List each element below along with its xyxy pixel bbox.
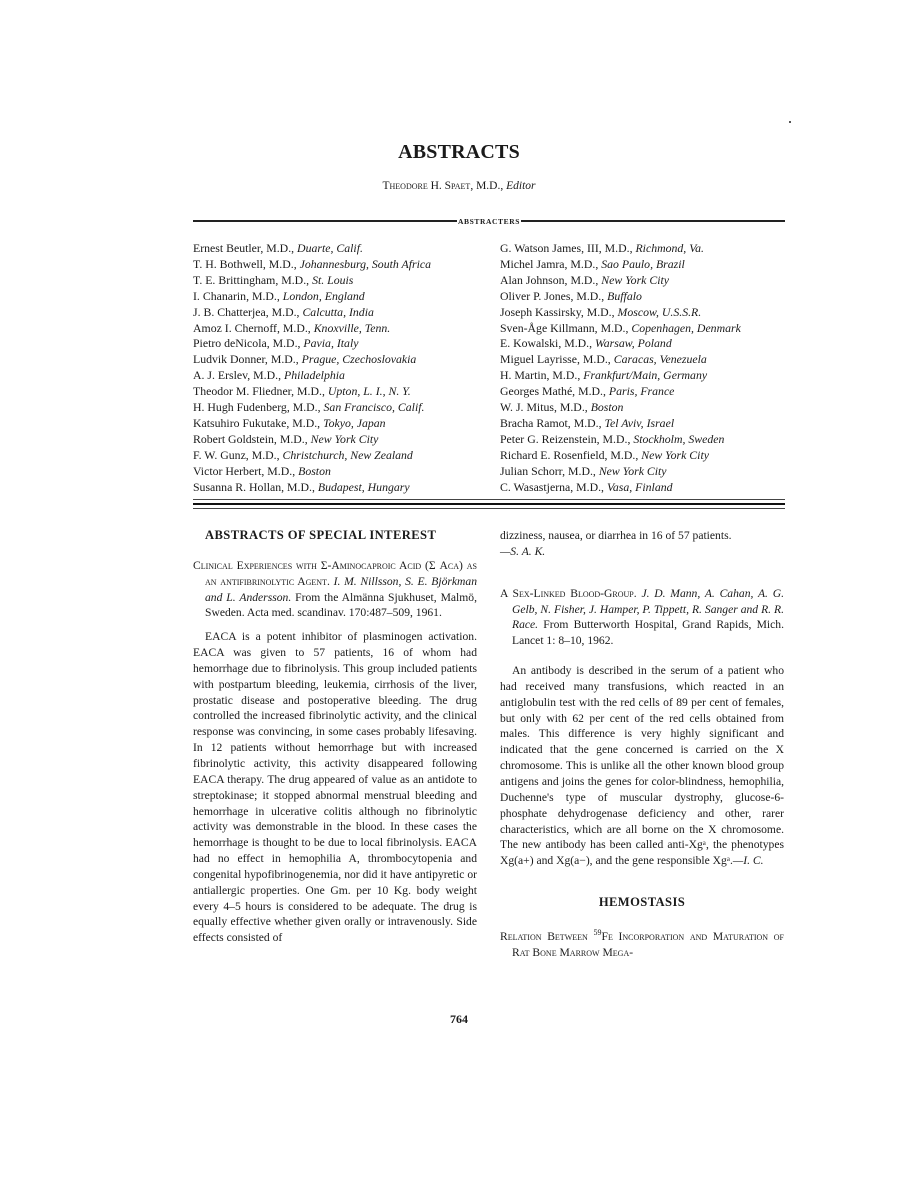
abstracter-entry <box>500 352 800 368</box>
abstracter-name: C. Wasastjerna, M.D., <box>500 479 607 494</box>
abstracter-entry <box>193 241 493 257</box>
abstracter-name: H. Hugh Fudenberg, M.D., <box>193 400 324 415</box>
abstracter-entry <box>500 480 800 496</box>
abstracter-name: F. W. Gunz, M.D., <box>193 447 283 462</box>
abstracter-name: Katsuhiro Fukutake, M.D., <box>193 415 324 430</box>
article-title: Clinical Experiences with Σ-Aminocaproic Acid (Σ Aca) as an antifibrinolytic Agent. <box>193 558 477 588</box>
abstracter-place: Pavia, Italy <box>303 336 359 351</box>
abstracters-rule <box>193 214 785 228</box>
abstracter-entry <box>500 464 800 480</box>
editor-degree: , M.D., <box>470 180 507 192</box>
abstracter-name: Miguel Layrisse, M.D., <box>500 352 614 367</box>
abstracter-place: New York City <box>641 447 709 462</box>
abstracter-name: Ernest Beutler, M.D., <box>193 241 298 255</box>
abstracter-entry <box>193 464 493 480</box>
article-authors: J. D. Mann, A. Cahan, A. G. Gelb, N. Fisher, J. Hamper, P. Tippett, R. Sanger and R. R. Race. <box>512 586 784 632</box>
abstracter-entry <box>193 289 493 305</box>
abstracter-entry <box>500 432 800 448</box>
abstracter-entry <box>193 336 493 352</box>
abstracter-place: Stockholm, Sweden <box>633 431 725 446</box>
abstracter-entry <box>193 321 493 337</box>
abstracter-name: Alan Johnson, M.D., <box>500 272 602 287</box>
abstracter-entry <box>193 257 493 273</box>
abstracter-name: Peter G. Reizenstein, M.D., <box>500 431 634 446</box>
abstracter-name: Joseph Kassirsky, M.D., <box>500 304 618 319</box>
article-source: From the Almänna Sjukhuset, Malmö, Sweden. Acta med. scandinav. 170:487–509, 1961. <box>205 590 477 620</box>
abstracter-name: E. Kowalski, M.D., <box>500 336 596 351</box>
right-text-column <box>500 528 784 960</box>
divider-line <box>193 503 785 505</box>
article-body: EACA is a potent inhibitor of plasminogen activation. EACA was given to 57 patients, 16 of whom had hemorrhage due to fibrinolysis. This group included patients with postpartum bleeding, leukemia, cirrhosis of the liver, prostatic disease and postoperative bleeding. The drug controlled the increased fibrinolytic activity, and the clinical response was convincing, in some cases probably lifesaving. In 12 patients without hemorrhage but with increased fibrinolytic activity, this activity disappeared following EACA therapy. The drug appeared of value as an antidote to streptokinase; it stopped abnormal menstrual bleeding and hemorrhage in ulcerative colitis although no fibrinolytic activity was demonstrable in the blood. In these cases the hemorrhage is thought to be due to local fibrinolysis. EACA had no effect in hemophilia A, thrombocytopenia and congenital hypofibrinogenemia, nor did it have antipyretic or antiallergic properties. One Gm. per 10 Kg. body weight every 4–5 hours is considered to be adequate. The drug is equally effective whether given orally or intravenously. Side effects consisted of <box>193 630 477 945</box>
abstracter-place: Paris, France <box>608 384 675 399</box>
abstracter-entry <box>500 448 800 464</box>
page-number: 764 <box>450 1012 468 1026</box>
abstracter-entry <box>500 257 800 273</box>
abstracter-place: London, England <box>282 288 365 303</box>
abstracter-name: Robert Goldstein, M.D., <box>193 431 311 446</box>
abstracter-place: Frankfurt/Main, Germany <box>583 368 708 383</box>
abstracter-name: Sven-Åge Killmann, M.D., <box>500 320 632 335</box>
abstracter-name: A. J. Erslev, M.D., <box>193 368 284 383</box>
abstracter-entry <box>193 400 493 416</box>
abstracter-entry <box>500 416 800 432</box>
section-heading-special-interest: ABSTRACTS OF SPECIAL INTEREST <box>205 528 437 542</box>
abstracter-place: Duarte, Calif. <box>297 241 363 255</box>
abstracter-place: Philadelphia <box>283 368 345 383</box>
article-body-continuation: dizziness, nausea, or diarrhea in 16 of 57 patients. <box>500 529 732 542</box>
editor-role: Editor <box>506 180 536 192</box>
editor-line <box>0 180 918 192</box>
abstracter-name: Amoz I. Chernoff, M.D., <box>193 320 314 335</box>
article-authors: I. M. Nillsson, S. E. Björkman and L. Andersson. <box>205 574 477 604</box>
abstracters-list-left <box>193 241 493 496</box>
article-title-part: Fe Incorporation and Maturation of Rat Bone Marrow Mega- <box>512 929 784 959</box>
abstracter-entry <box>193 448 493 464</box>
left-text-column <box>193 528 477 946</box>
abstracter-name: Pietro deNicola, M.D., <box>193 336 304 351</box>
abstracter-entry <box>500 400 800 416</box>
abstracter-entry <box>193 352 493 368</box>
abstracter-place: Knoxville, Tenn. <box>313 320 391 335</box>
abstracter-entry <box>500 368 800 384</box>
abstracter-entry <box>193 480 493 496</box>
abstracter-place: St. Louis <box>312 272 354 287</box>
article-citation <box>500 586 784 649</box>
abstracter-entry <box>500 273 800 289</box>
abstracter-entry <box>500 384 800 400</box>
article-signature: —S. A. K. <box>500 544 546 558</box>
abstracter-name: Richard E. Rosenfield, M.D., <box>500 447 642 462</box>
abstracter-place: Tel Aviv, Israel <box>604 415 675 430</box>
abstracter-entry <box>500 321 800 337</box>
abstracter-place: New York City <box>598 463 667 478</box>
abstracter-name: Susanna R. Hollan, M.D., <box>193 479 318 494</box>
abstracter-entry <box>193 432 493 448</box>
abstracter-place: New York City <box>310 431 379 446</box>
article-citation <box>500 925 784 961</box>
abstracters-list-right <box>500 241 800 496</box>
rule-line-right <box>521 220 785 222</box>
editor-name: Theodore H. Spaet <box>382 180 471 192</box>
abstracter-name: G. Watson James, III, M.D., <box>500 241 636 255</box>
abstracter-place: Sao Paulo, Brazil <box>601 256 685 271</box>
abstracter-place: Boston <box>298 463 331 478</box>
abstracter-entry <box>500 241 800 257</box>
article-title-part: Relation Between <box>500 929 594 943</box>
abstracter-place: Tokyo, Japan <box>323 415 386 430</box>
abstracter-entry <box>500 305 800 321</box>
abstracter-entry <box>193 305 493 321</box>
article-source: From Butterworth Hospital, Grand Rapids, Mich. Lancet 1: 8–10, 1962. <box>512 618 784 648</box>
abstracter-place: San Francisco, Calif. <box>323 400 425 415</box>
abstracter-place: Upton, L. I., N. Y. <box>327 384 411 399</box>
abstracters-label: ABSTRACTERS <box>457 216 521 226</box>
abstracter-place: Copenhagen, Denmark <box>631 320 741 335</box>
abstracter-name: J. B. Chatterjea, M.D., <box>193 304 303 319</box>
abstracter-place: Prague, Czechoslovakia <box>301 352 417 367</box>
abstracter-name: W. J. Mitus, M.D., <box>500 400 591 415</box>
abstracter-place: Boston <box>590 400 624 415</box>
divider-line <box>193 499 785 500</box>
abstracter-name: T. H. Bothwell, M.D., <box>193 256 300 271</box>
abstracter-entry <box>193 368 493 384</box>
abstracter-place: Christchurch, New Zealand <box>282 447 413 462</box>
abstracter-name: Bracha Ramot, M.D., <box>500 415 605 430</box>
scan-speck <box>789 121 791 123</box>
section-heading-hemostasis: HEMOSTASIS <box>598 895 686 910</box>
abstracter-place: Buffalo <box>607 288 642 303</box>
abstracter-name: H. Martin, M.D., <box>500 368 584 383</box>
rule-line-left <box>193 220 457 222</box>
article-title: A Sex-Linked Blood-Group. <box>500 586 637 600</box>
article-citation <box>193 558 477 621</box>
article-body-text: An antibody is described in the serum of a patient who had received many transfusions, which reacted in an antiglobulin test with the red cells of 89 per cent of females, but only with 62 per cent of the red cells obtained from males. This difference is very highly significant and indicated that the gene concerned is carried on the X chromosome. This is unlike all the other known blood group antigens and joins the genes for color-blindness, hemophilia, Duchenne's type of muscular dystrophy, glucose-6-phosphate dehydrogenase deficiency and other, rarer characteristics, which are all borne on the X chromosome. The new antibody has been called anti-Xgᵃ, the phenotypes Xg(a+) and Xg(a−), and the gene responsible Xgᵃ. <box>500 664 784 868</box>
abstracter-place: Caracas, Venezuela <box>613 352 707 367</box>
abstracter-name: I. Chanarin, M.D., <box>193 288 283 303</box>
article-body <box>500 663 784 869</box>
abstracter-place: Warsaw, Poland <box>595 336 672 351</box>
abstracter-name: Ludvik Donner, M.D., <box>193 352 302 367</box>
abstracter-place: Budapest, Hungary <box>317 479 410 494</box>
page-title: ABSTRACTS <box>398 141 520 163</box>
abstracter-entry <box>500 336 800 352</box>
abstracter-entry <box>500 289 800 305</box>
abstracter-place: Calcutta, India <box>302 304 374 319</box>
abstracter-place: Moscow, U.S.S.R. <box>617 304 702 319</box>
abstracter-place: New York City <box>601 272 669 287</box>
abstracter-entry <box>193 416 493 432</box>
divider-line <box>193 508 785 509</box>
abstracter-place: Johannesburg, South Africa <box>299 256 432 271</box>
abstracter-name: Theodor M. Fliedner, M.D., <box>193 384 328 399</box>
abstracter-entry <box>193 384 493 400</box>
abstracter-place: Vasa, Finland <box>606 479 673 494</box>
section-divider-triple-rule <box>193 499 785 509</box>
abstracter-entry <box>193 273 493 289</box>
abstracter-name: Victor Herbert, M.D., <box>193 463 299 478</box>
abstracter-name: Julian Schorr, M.D., <box>500 463 599 478</box>
abstracter-name: Oliver P. Jones, M.D., <box>500 288 608 303</box>
article-signature: —I. C. <box>732 854 764 868</box>
abstracter-name: Georges Mathé, M.D., <box>500 384 609 399</box>
abstracter-place: Richmond, Va. <box>635 241 704 255</box>
abstracter-name: T. E. Brittingham, M.D., <box>193 272 313 287</box>
abstracter-name: Michel Jamra, M.D., <box>500 256 602 271</box>
isotope-superscript: 59 <box>593 927 602 937</box>
